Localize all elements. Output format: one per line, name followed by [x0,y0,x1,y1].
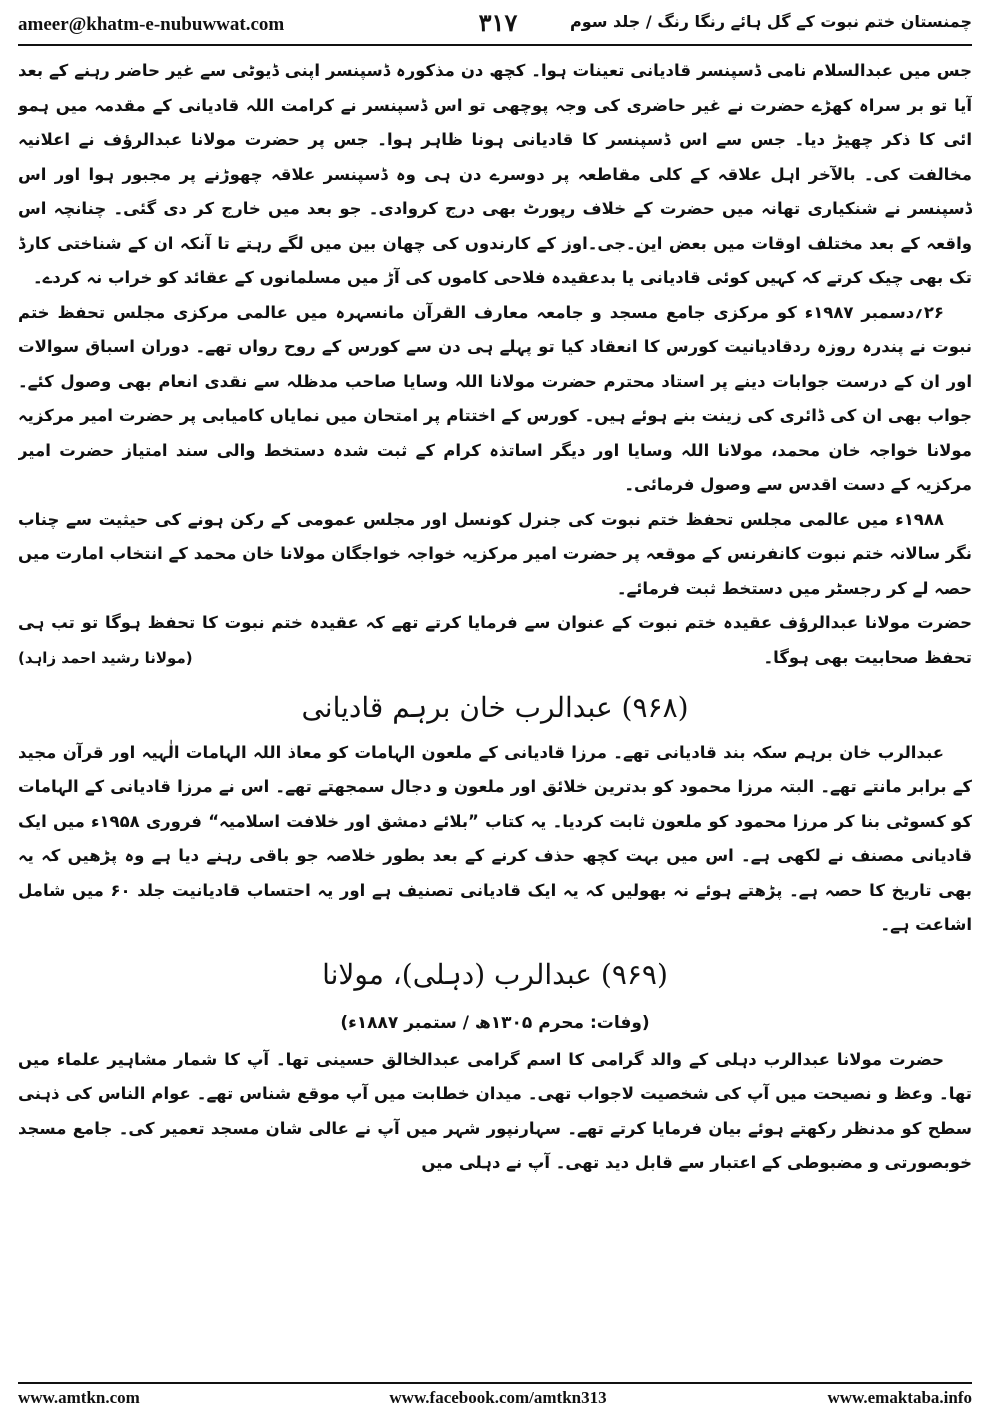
entry-968-title: (۹۶۸) عبدالرب خان برہم قادیانی [301,690,689,724]
page-header [18,8,972,42]
page-content [18,54,972,1374]
author-credit: (مولانا رشید احمد زاہد) [18,649,193,667]
book-title: چمنستان ختم نبوت کے گل ہائے رنگا رنگ / جلد سوم [569,12,972,31]
paragraph-4: حضرت مولانا عبدالرؤف عقیدہ ختم نبوت کے عنوان سے فرمایا کرتے تھے کہ عقیدہ ختم نبوت کا تحفظ ہوگا تو تب ہی تحفظ صحابیت بھی ہوگا۔ [18,613,972,667]
footer-link-emaktaba[interactable]: www.emaktaba.info [827,1388,972,1407]
entry-968-text: عبدالرب خان برہم سکہ بند قادیانی تھے۔ مرزا قادیانی کے ملعون الہامات کو معاذ اللہ الہامات الٰہیہ اور قرآن مجید کے برابر مانتے تھے۔ البتہ مرزا محمود کو بدترین خلائق اور ملعون و دجال سمجھتے تھے۔ اس نے مرزا قادیانی کے الہامات کو کسوٹی بنا کر مرزا محمود کو ملعون ثابت کردیا۔ یہ کتاب ”بلائے دمشق اور خلافت اسلامیہ“ فروری ۱۹۵۸ء میں ایک قادیانی مصنف نے لکھی ہے۔ اس میں بہت کچھ حذف کرنے کے بعد بطور خلاصہ جو باقی رہنے دیا ہے وہ پڑھیں کہ یہ بھی تاریخ کا حصہ ہے۔ پڑھتے ہوئے نہ بھولیں کہ یہ ایک قادیانی تصنیف ہے اور یہ احتساب قادیانیت جلد ۶۰ میں شامل اشاعت ہے۔ [18,742,972,934]
paragraph-2: ۲۶؍دسمبر ۱۹۸۷ء کو مرکزی جامع مسجد و جامعہ معارف القرآن مانسہرہ میں عالمی مرکزی مجلس تحفظ ختم نبوت نے پندرہ روزہ ردقادیانیت کورس کا انعقاد کیا تو پہلے ہی دن سے کورس کے روح رواں تھے۔ دوران اسباق سوالات اور ان کے درست جوابات دینے پر استاد محترم حضرت مولانا اللہ وسایا صاحب مدظلہ سے نقدی انعام بھی وصول کئے۔ جواب بھی ان کی ڈائری کی زینت بنے ہوئے ہیں۔ کورس کے اختتام پر امتحان میں نمایاں کامیابی پر حضرت امیر مرکزیہ مولانا خواجہ خان محمد، مولانا اللہ وسایا اور دیگر اساتذہ کرام کے ثبت شدہ دستخط والی سند امتیاز حضرت امیر مرکزیہ کے دست اقدس سے وصول فرمائی۔ [18,302,972,494]
header-divider [18,44,972,46]
footer-link-facebook[interactable]: www.facebook.com/amtkn313 [389,1388,607,1407]
page-footer [18,1388,972,1414]
paragraph-1: جس میں عبدالسلام نامی ڈسپنسر قادیانی تعینات ہوا۔ کچھ دن مذکورہ ڈسپنسر اپنی ڈیوٹی سے غیر حاضر رہنے کے بعد آیا تو بر سراہ کھڑے حضرت نے غیر حاضری کی وجہ پوچھی تو اس ڈسپنسر نے کرامت اللہ قادیانی کے مقدمہ میں ہمو ائی کا ذکر چھیڑ دیا۔ جس سے اس ڈسپنسر کا قادیانی ہونا ظاہر ہوا۔ جس پر حضرت مولانا عبدالرؤف نے اعلانیہ مخالفت کی۔ بالآخر اہل علاقہ کے کلی مقاطعہ پر دوسرے دن ہی وہ ڈسپنسر علاقہ چھوڑنے پر مجبور ہوا اور اس ڈسپنسر نے شنکیاری تھانہ میں حضرت کے خلاف رپورٹ بھی درج کروادی۔ جو بعد میں خارج کر دی گئی۔ چنانچہ اس واقعہ کے بعد مختلف اوقات میں بعض این۔جی۔اوز کے کارندوں کی چھان بین میں لگے رہتے تا آنکہ ان کے شناختی کارڈ تک بھی چیک کرتے کہ کہیں کوئی قادیانی یا بدعقیدہ فلاحی کاموں کی آڑ میں مسلمانوں کے عقائد کو خراب نہ کردے۔ [18,61,972,287]
header-email: ameer@khatm-e-nubuwwat.com [18,14,285,35]
entry-969-death-date: (وفات: محرم ۱۳۰۵ھ / ستمبر ۱۸۸۷ء) [340,1012,650,1033]
entry-969-title: (۹۶۹) عبدالرب (دہلی)، مولانا [322,957,668,991]
entry-969-text: حضرت مولانا عبدالرب دہلی کے والد گرامی کا اسم گرامی عبدالخالق حسینی تھا۔ آپ کا شمار مشاہیر علماء میں تھا۔ وعظ و نصیحت میں آپ کی شخصیت لاجواب تھی۔ میدان خطابت میں آپ موقع شناس تھے۔ عوام الناس کی ذہنی سطح کو مدنظر رکھتے ہوئے بیان فرمایا کرتے تھے۔ سہارنپور شہر میں آپ نے عالی شان مسجد تعمیر کی۔ جامع مسجد خوبصورتی و مضبوطی کے اعتبار سے قابل دید تھی۔ آپ نے دہلی میں [18,1049,972,1172]
paragraph-3: ۱۹۸۸ء میں عالمی مجلس تحفظ ختم نبوت کی جنرل کونسل اور مجلس عمومی کے رکن ہونے کی حیثیت سے چناب نگر سالانہ ختم نبوت کانفرنس کے موقعہ پر حضرت امیر مرکزیہ خواجہ خواجگان مولانا خان محمد کے انتخاب امارت میں حصہ لے کر رجسٹر میں دستخط ثبت فرمائے۔ [18,509,972,598]
page-number: ۳۱۷ [478,8,518,37]
footer-link-amtkn[interactable]: www.amtkn.com [18,1388,140,1407]
footer-divider [18,1382,972,1384]
